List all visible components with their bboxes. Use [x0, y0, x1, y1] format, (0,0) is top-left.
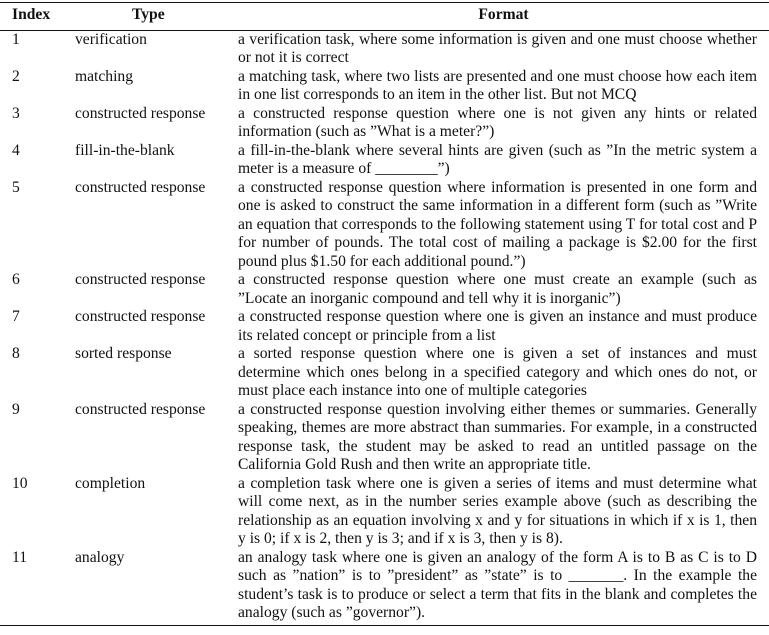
row-index: 8 [12, 345, 20, 362]
row-index: 6 [12, 271, 20, 288]
table-row [0, 30, 769, 68]
row-type: constructed response [75, 104, 206, 122]
row-type: analogy [75, 549, 238, 626]
row-type: constructed response [75, 308, 206, 325]
row-format: a matching task, where two lists are presented and one must choose how each item in one list corresponds to an item in the other list. But not MCQ [238, 67, 757, 103]
table-row [0, 68, 769, 105]
row-format: a constructed response question where one is given an instance and must produce its related concept or principle from a list [238, 308, 757, 344]
row-format: a sorted response question where one is given a set of instances and must determine which ones belong in a specified category and which ones do not, or must place each instance into one of multiple categories [238, 345, 757, 399]
table-header-row [0, 3, 769, 31]
row-format: a completion task where one is given a series of items and must determine what will come next, as in the number series example above (such as describing the relationship as an equation involving x and y for situations in which if x is 1, then y is 0; if x is 2, then y is 3; and if x is 3, then y is 8). [238, 474, 757, 547]
table-row [0, 475, 769, 549]
row-format: a constructed response question involving either themes or summaries. Generally speaking, themes are more abstract than summaries. For example, in a constructed response task, the student may be asked to read an untitled passage on the California Gold Rush and then write an appropriate title. [238, 400, 757, 473]
row-type: fill-in-the-blank [75, 141, 175, 159]
row-index: 3 [12, 104, 20, 122]
row-type: constructed response [75, 271, 206, 288]
header-type: Type [75, 3, 238, 31]
row-format: a fill-in-the-blank where several hints are given (such as ”In the metric system a meter is a measure of ________”) [238, 141, 757, 177]
table-row [0, 549, 769, 626]
header-format: Format [238, 3, 769, 31]
table-row [0, 308, 769, 345]
row-index: 4 [12, 141, 20, 159]
table-row [0, 105, 769, 142]
format-table [0, 2, 769, 626]
table-row [0, 345, 769, 401]
row-type: completion [75, 474, 146, 492]
table-row [0, 179, 769, 272]
table-row [0, 271, 769, 308]
row-type: constructed response [75, 178, 206, 196]
row-type: verification [75, 30, 147, 48]
row-type: constructed response [75, 400, 206, 418]
row-index: 9 [12, 400, 20, 418]
row-index: 11 [0, 549, 75, 626]
row-index: 10 [12, 474, 28, 492]
row-format: a verification task, where some information is given and one must choose whether or not it is correct [238, 30, 757, 66]
row-format: an analogy task where one is given an analogy of the form A is to B as C is to D such as ”nation” is to ”president” as ”state” is to _______. In the example the student’s task is to produce or select a term that fits in the blank and completes the analogy (such as ”governor”). [238, 549, 769, 626]
row-index: 7 [12, 308, 20, 325]
row-index: 5 [12, 178, 20, 196]
row-type: sorted response [75, 345, 172, 362]
row-format: a constructed response question where one is not given any hints or related information (such as ”What is a meter?”) [238, 104, 757, 140]
table-row [0, 401, 769, 475]
row-format: a constructed response question where one must create an example (such as ”Locate an inorganic compound and tell why it is inorganic”) [238, 271, 757, 307]
table-row [0, 142, 769, 179]
row-type: matching [75, 67, 134, 85]
header-index: Index [0, 3, 75, 31]
row-index: 2 [12, 67, 20, 85]
row-format: a constructed response question where information is presented in one form and one is asked to construct the same information in a different form (such as ”Write an equation that corresponds to the following statement using T for total cost and P for number of pounds. The total cost of mailing a package is $2.00 for the first pound plus $1.50 for each additional pound.”) [238, 178, 757, 270]
row-index: 1 [12, 30, 20, 48]
